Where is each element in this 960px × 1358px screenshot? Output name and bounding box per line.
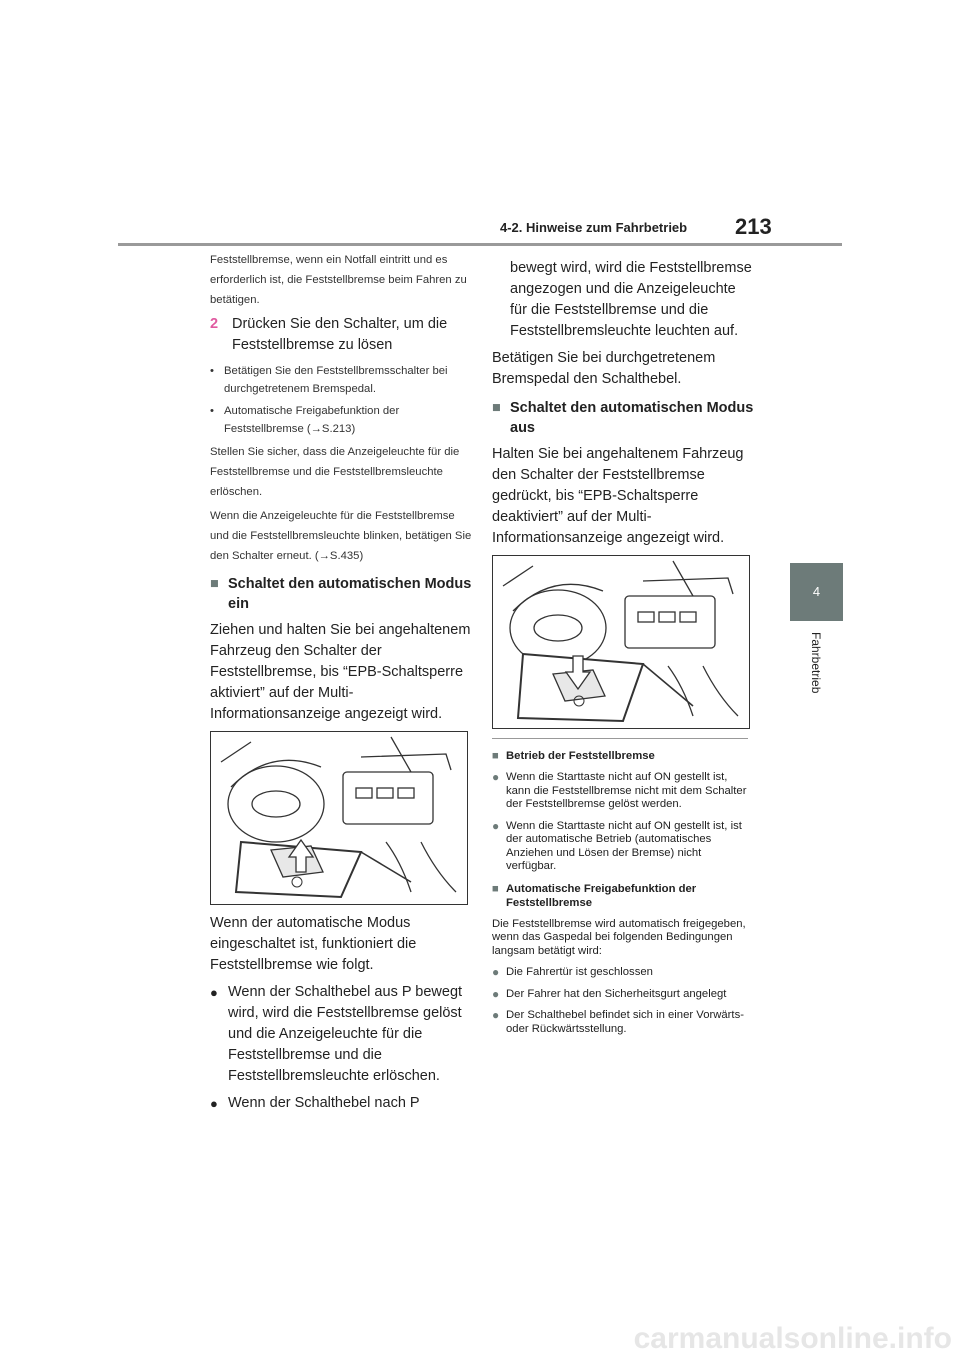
chapter-tab: 4 — [790, 563, 843, 621]
dashboard-illustration — [493, 556, 749, 728]
step-text: Drücken Sie den Schalter, um die Feststellbremse zu lösen — [232, 316, 448, 353]
body-text: Betätigen Sie bei durchgetretenem Bremspedal den Schalthebel. — [492, 350, 716, 387]
illustration-switch-pull — [210, 731, 468, 905]
disc-bullet-icon: ● — [492, 986, 500, 1001]
note-heading-text: Betrieb der Feststellbremse — [506, 750, 655, 762]
notes-section — [492, 738, 748, 1044]
left-column — [210, 250, 472, 1120]
note-item-text: Wenn die Starttaste nicht auf ON gestellt ist, kann die Feststellbremse nicht mit dem Schalter der Feststellbremse gelöst werden. — [506, 771, 747, 810]
header-rule — [118, 243, 842, 246]
right-column — [492, 258, 754, 737]
bullet-text: Betätigen Sie den Feststellbremsschalter bei durchgetretenem Bremspedal. — [224, 365, 448, 395]
square-bullet-icon: ■ — [492, 400, 501, 416]
list-item-text: Wenn der Schalthebel nach P — [228, 1095, 420, 1111]
bullet-text: Automatische Freigabefunktion der Feststellbremse (→S.213) — [224, 405, 400, 435]
subheading — [210, 574, 472, 614]
paragraph: Stellen Sie sicher, dass die Anzeigeleuchte für die Feststellbremse und die Feststellbremsleuchte erlöschen. — [210, 446, 460, 498]
note-item-text: Wenn die Starttaste nicht auf ON gestellt ist, ist der automatische Betrieb (automatisches Anziehen und Lösen der Bremse) nicht verfügbar. — [506, 819, 742, 872]
bullet-dot-icon: • — [210, 365, 214, 377]
bullet-item — [210, 362, 472, 398]
list-item — [210, 1093, 472, 1114]
square-bullet-icon: ■ — [492, 882, 499, 895]
watermark-text: carmanualsonline.info — [633, 1322, 952, 1355]
list-item — [210, 982, 472, 1087]
disc-bullet-icon: ● — [210, 1096, 218, 1111]
square-bullet-icon: ■ — [210, 576, 219, 592]
step-2 — [210, 314, 472, 356]
body-text: Wenn der automatische Modus eingeschaltet ist, funktioniert die Feststellbremse wie folgt. — [210, 915, 417, 973]
disc-bullet-icon: ● — [210, 985, 218, 1000]
body-text: Ziehen und halten Sie bei angehaltenem Fahrzeug den Schalter der Feststellbremse, bis “EPB-Schaltsperre aktiviert” auf der Multi-Informationsanzeige angezeigt wird. — [210, 622, 471, 722]
note-item-text: Die Fahrertür ist geschlossen — [506, 966, 653, 978]
square-bullet-icon: ■ — [492, 750, 499, 762]
chapter-label-text: Fahrbetrieb — [809, 632, 823, 694]
step-number: 2 — [210, 316, 219, 332]
note-item — [492, 771, 748, 812]
disc-bullet-icon: ● — [492, 818, 500, 833]
disc-bullet-icon: ● — [492, 1008, 500, 1022]
note-item-text: Der Fahrer hat den Sicherheitsgurt angelegt — [506, 987, 727, 1000]
chapter-label — [790, 632, 843, 702]
subheading — [492, 398, 754, 438]
illustration-switch-push — [492, 555, 750, 729]
disc-bullet-icon: ● — [492, 965, 500, 979]
intro-text: Feststellbremse, wenn ein Notfall eintritt und es erforderlich ist, die Feststellbremse beim Fahren zu betätigen. — [210, 254, 467, 306]
note-item — [492, 1009, 748, 1036]
paragraph: Wenn die Anzeigeleuchte für die Feststellbremse und die Feststellbremsleuchte blinken, betätigen Sie den Schalter erneut. (→S.435) — [210, 510, 472, 562]
dashboard-illustration — [211, 732, 467, 904]
note-item-text: Der Schalthebel befindet sich in einer Vorwärts- oder Rückwärtsstellung. — [506, 1009, 744, 1035]
continuation-text: bewegt wird, wird die Feststellbremse angezogen und die Anzeigeleuchte für die Feststellbremse und die Feststellbremsleuchte leuchten auf. — [510, 260, 752, 339]
bullet-dot-icon: • — [210, 405, 214, 417]
disc-bullet-icon: ● — [492, 770, 500, 784]
note-item — [492, 966, 748, 980]
note-heading — [492, 749, 748, 763]
note-item — [492, 820, 748, 874]
page-number: 213 — [735, 214, 772, 239]
note-item — [492, 988, 748, 1002]
section-title: 4-2. Hinweise zum Fahrbetrieb — [500, 220, 688, 235]
bullet-item — [210, 402, 472, 438]
body-text: Halten Sie bei angehaltenem Fahrzeug den Schalter der Feststellbremse gedrückt, bis “EPB-Schaltsperre deaktiviert” auf der Multi-Informationsanzeige angezeigt wird. — [492, 446, 744, 546]
subheading-text: Schaltet den automatischen Modus ein — [228, 576, 472, 612]
watermark-logo — [0, 1320, 960, 1358]
subheading-text: Schaltet den automatischen Modus aus — [510, 400, 754, 436]
list-item-text: Wenn der Schalthebel aus P bewegt wird, wird die Feststellbremse gelöst und die Anzeigeleuchte für die Feststellbremse und die Feststellbremsleuchte erlöschen. — [228, 984, 463, 1084]
note-heading-text: Automatische Freigabefunktion der Feststellbremse — [506, 882, 697, 909]
note-text: Die Feststellbremse wird automatisch freigegeben, wenn das Gaspedal bei folgenden Bedingungen langsam betätigt wird: — [492, 917, 746, 957]
note-heading — [492, 882, 748, 910]
